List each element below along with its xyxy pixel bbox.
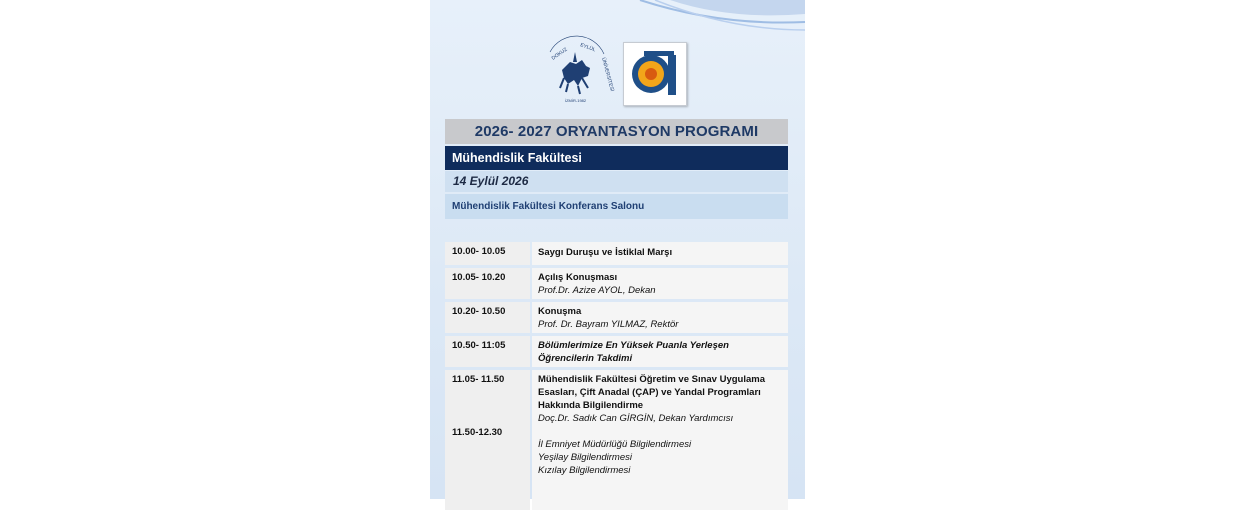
schedule-time: 10.00- 10.05 xyxy=(445,242,530,265)
session-title: Konuşma xyxy=(538,306,582,317)
session-title-line: Mühendislik Fakültesi Öğretim ve Sınav Uygulama xyxy=(538,374,766,385)
schedule-time-cell xyxy=(445,370,530,510)
schedule-time: 10.50- 11:05 xyxy=(445,336,530,367)
schedule-row xyxy=(445,242,788,265)
session-item: Yeşilay Bilgilendirmesi xyxy=(538,452,632,463)
schedule-time: 10.20- 10.50 xyxy=(445,302,530,333)
session-title-line: Bölümlerimize En Yüksek Puanla Yerleşen xyxy=(538,340,729,351)
svg-text:ÜNİVERSİTESİ: ÜNİVERSİTESİ xyxy=(600,56,615,93)
schedule-description xyxy=(532,268,788,299)
schedule-time: 10.05- 10.20 xyxy=(445,268,530,299)
university-logo xyxy=(542,40,615,106)
decorative-wave xyxy=(430,0,805,60)
event-venue: Mühendislik Fakültesi Konferans Salonu xyxy=(445,194,788,219)
schedule-row xyxy=(445,302,788,333)
orientation-poster xyxy=(430,0,805,499)
session-title: Açılış Konuşması xyxy=(538,272,618,283)
faculty-name: Mühendislik Fakültesi xyxy=(445,146,788,170)
session-speaker: Prof. Dr. Bayram YILMAZ, Rektör xyxy=(538,319,679,330)
session-title: Saygı Duruşu ve İstiklal Marşı xyxy=(538,247,673,258)
schedule-description xyxy=(532,370,788,510)
svg-text:DOKUZ: DOKUZ xyxy=(550,46,569,62)
schedule-description xyxy=(532,336,788,367)
faculty-logo xyxy=(623,42,687,106)
schedule-description xyxy=(532,302,788,333)
schedule-time: 11.50-12.30 xyxy=(452,427,503,438)
session-title-line: Öğrencilerin Takdimi xyxy=(538,353,633,364)
schedule-row xyxy=(445,336,788,367)
schedule-row xyxy=(445,370,788,510)
session-item: Kızılay Bilgilendirmesi xyxy=(538,465,631,476)
svg-text:İZMİR-1982: İZMİR-1982 xyxy=(565,98,587,103)
schedule-row xyxy=(445,268,788,299)
program-title: 2026- 2027 ORYANTASYON PROGRAMI xyxy=(445,119,788,144)
event-date: 14 Eylül 2026 xyxy=(445,171,788,192)
schedule-description xyxy=(532,242,788,265)
session-title-line: Hakkında Bilgilendirme xyxy=(538,400,644,411)
session-item: İl Emniyet Müdürlüğü Bilgilendirmesi xyxy=(538,439,692,450)
svg-text:EYLÜL: EYLÜL xyxy=(579,42,597,54)
schedule-table xyxy=(445,242,788,513)
session-speaker: Prof.Dr. Azize AYOL, Dekan xyxy=(538,285,656,296)
session-title-line: Esasları, Çift Anadal (ÇAP) ve Yandal Programları xyxy=(538,387,761,398)
schedule-time: 11.05- 11.50 xyxy=(452,374,505,385)
session-speaker: Doç.Dr. Sadık Can GİRGİN, Dekan Yardımcısı xyxy=(538,413,734,424)
